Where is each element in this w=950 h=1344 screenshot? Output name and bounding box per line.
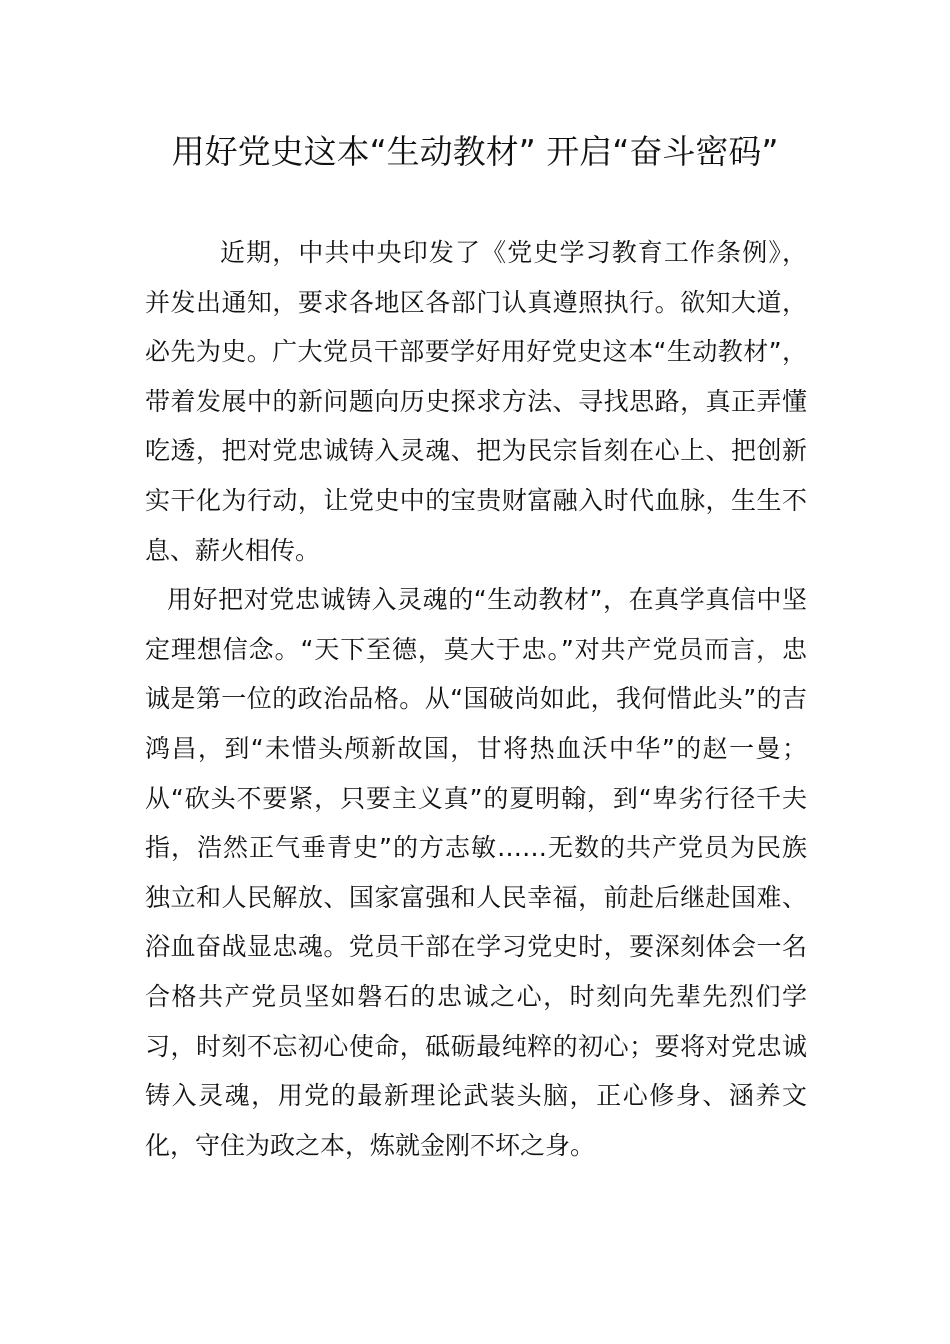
paragraph-intro: 近期，中共中央印发了《党史学习教育工作条例》，并发出通知，要求各地区各部门认真遵照执行。欲知大道，必先为史。广大党员干部要学好用好党史这本“生动教材”，带着发展中的新问题向历史探求方法、寻找思路，真正弄懂吃透，把对党忠诚铸入灵魂、把为民宗旨刻在心上、把创新实干化为行动，让党史中的宝贵财富融入时代血脉，生生不息、薪火相传。 (145, 238, 807, 565)
paragraph-loyalty: 用好把对党忠诚铸入灵魂的“生动教材”，在真学真信中坚定理想信念。“天下至德，莫大于忠。”对共产党员而言，忠诚是第一位的政治品格。从“国破尚如此，我何惜此头”的吉鸿昌，到“未惜头颅新故国，甘将热血沃中华”的赵一曼；从“砍头不要紧，只要主义真”的夏明翰，到“卑劣行径千夫指，浩然正气垂青史”的方志敏……无数的共产党员为民族独立和人民解放、国家富强和人民幸福，前赴后继赴国难、浴血奋战显忠魂。党员干部在学习党史时，要深刻体会一名合格共产党员坚如磐石的忠诚之心，时刻向先辈先烈们学习，时刻不忘初心使命，砥砺最纯粹的初心；要将对党忠诚铸入灵魂，用党的最新理论武装头脑，正心修身、涵养文化，守住为政之本，炼就金刚不坏之身。 (145, 585, 807, 1160)
document-title: 用好党史这本“生动教材” 开启“奋斗密码” (171, 132, 779, 171)
document-body (145, 228, 807, 1170)
